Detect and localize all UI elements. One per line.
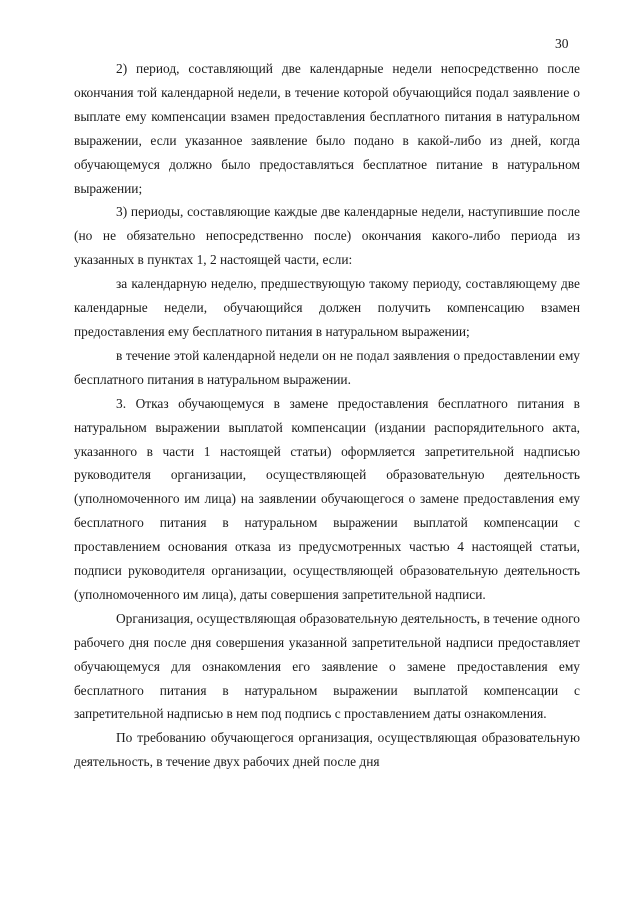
paragraph-condition-1: за календарную неделю, предшествующую такому периоду, составляющему две календарные недели, обучающийся должен получить компенсацию взамен предоставления ему бесплатного питания в натуральном выражении;: [74, 276, 580, 339]
paragraph-period-2: 2) период, составляющий две календарные недели непосредственно после окончания той календарной недели, в течение которой обучающийся подал заявление о выплате ему компенсации взамен предоставления бесплатного питания в натуральном выражении, если указанное заявление было подано в какой-либо из дней, когда обучающемуся должно было предоставляться бесплатное питание в натуральном выражении;: [74, 61, 580, 196]
document-body: [74, 57, 580, 774]
paragraph-condition-2: в течение этой календарной недели он не подал заявления о предоставлении ему бесплатного питания в натуральном выражении.: [74, 347, 580, 387]
paragraph-request: По требованию обучающегося организация, осуществляющая образовательную деятельность, в течение двух рабочих дней после дня: [74, 730, 580, 770]
paragraph-notification: Организация, осуществляющая образовательную деятельность, в течение одного рабочего дня после дня совершения указанной запретительной надписи предоставляет обучающемуся для ознакомления его заявление о замене предоставления ему бесплатного питания в натуральном выражении выплатой компенсации с запретительной надписью в нем под подпись с проставлением даты ознакомления.: [74, 610, 580, 722]
paragraph-period-3: 3) периоды, составляющие каждые две календарные недели, наступившие после (но не обязательно непосредственно после) окончания какого-либо периода из указанных в пунктах 1, 2 настоящей части, если:: [74, 204, 580, 268]
paragraph-refusal: 3. Отказ обучающемуся в замене предоставления бесплатного питания в натуральном выражении выплатой компенсации (издании распорядительного акта, указанного в части 1 настоящей статьи) оформляется запретительной надписью руководителя организации, осуществляющей образовательную деятельность (уполномоченного им лица) на заявлении обучающегося о замене предоставления ему бесплатного питания в натуральном выражении выплатой компенсации с проставлением основания отказа из предусмотренных частью 4 настоящей статьи, подписи руководителя организации, осуществляющей образовательную деятельность (уполномоченного им лица), даты совершения запретительной надписи.: [74, 395, 580, 602]
page-number: 30: [555, 36, 569, 51]
